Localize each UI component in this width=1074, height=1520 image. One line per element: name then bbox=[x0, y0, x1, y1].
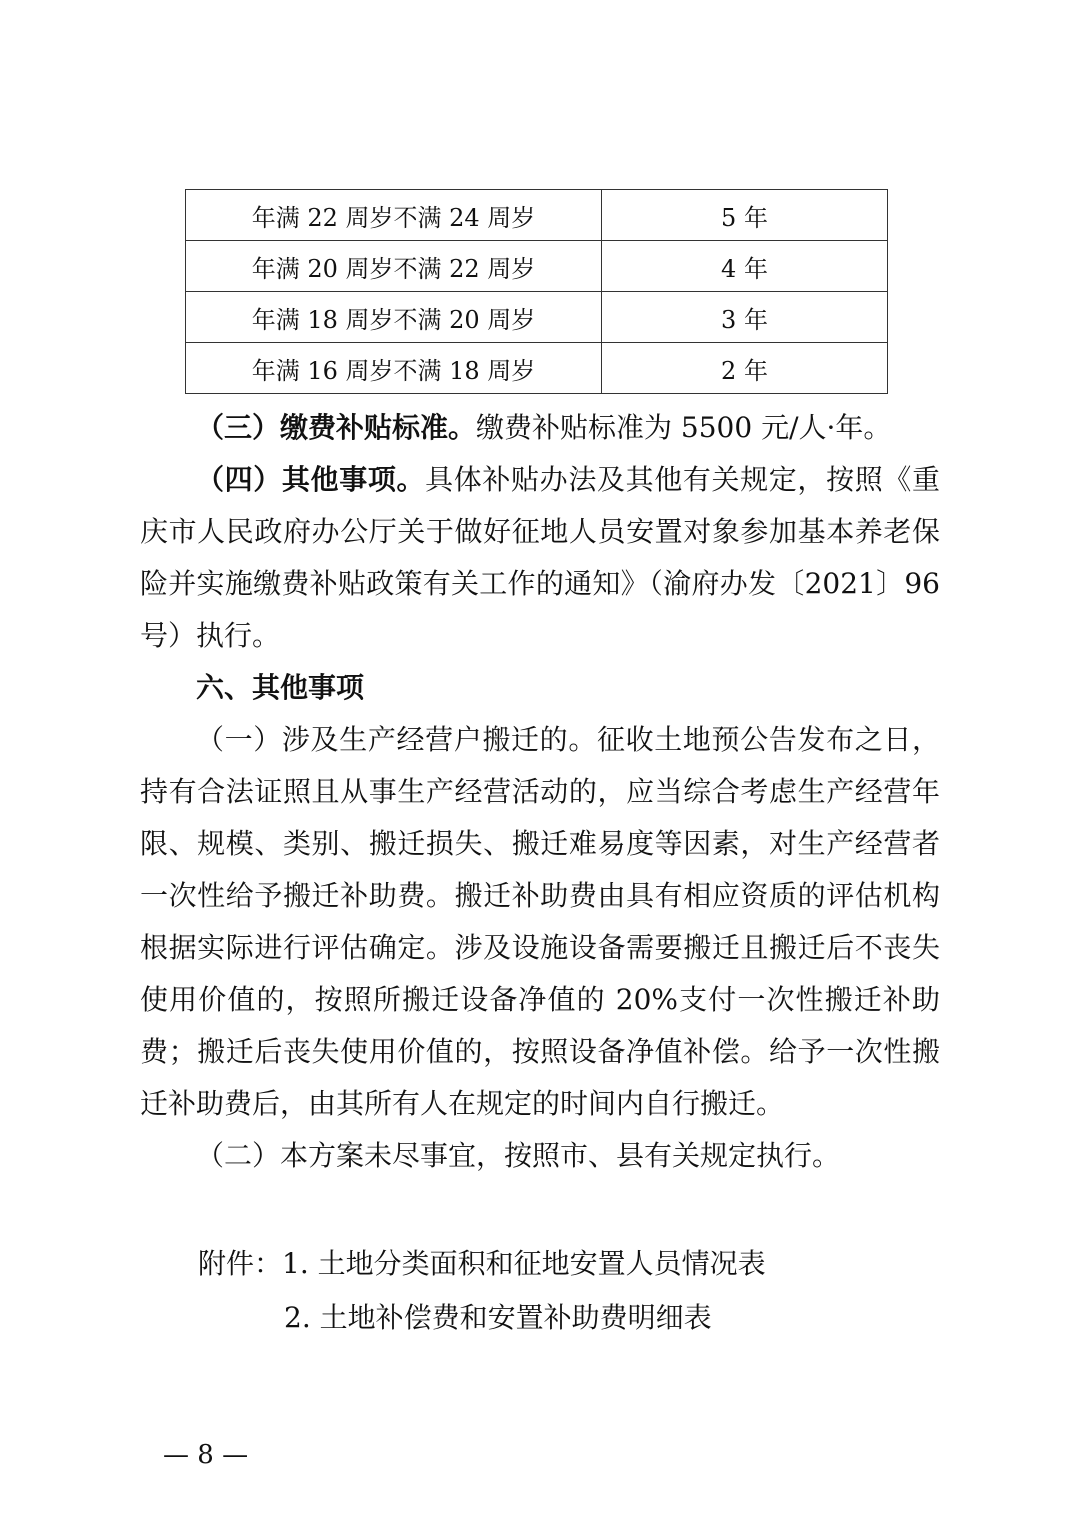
attachment-item: 2. 土地补偿费和安置补助费明细表 bbox=[284, 1301, 712, 1334]
attachment-label: 附件： bbox=[198, 1247, 283, 1280]
attachment-item: 1. 土地分类面积和征地安置人员情况表 bbox=[282, 1247, 766, 1280]
page-number: — 8 — bbox=[163, 1440, 249, 1470]
age-cell: 年满 16 周岁不满 18 周岁 bbox=[186, 343, 602, 394]
age-cell: 年满 20 周岁不满 22 周岁 bbox=[186, 241, 602, 292]
section-3-paragraph bbox=[140, 402, 940, 454]
section-4-paragraph bbox=[140, 454, 940, 662]
attachment-line-2 bbox=[284, 1296, 712, 1336]
section-3-text: 缴费补贴标准为 5500 元/人·年。 bbox=[476, 411, 892, 444]
table-row bbox=[186, 241, 888, 292]
age-cell: 年满 22 周岁不满 24 周岁 bbox=[186, 190, 602, 241]
attachment-line-1 bbox=[198, 1242, 766, 1282]
section-6-heading: 六、其他事项 bbox=[196, 671, 365, 704]
years-table bbox=[185, 189, 888, 394]
table-row bbox=[186, 190, 888, 241]
years-cell: 2 年 bbox=[602, 343, 888, 394]
years-cell: 3 年 bbox=[602, 292, 888, 343]
table-row bbox=[186, 343, 888, 394]
table-row bbox=[186, 292, 888, 343]
age-cell: 年满 18 周岁不满 20 周岁 bbox=[186, 292, 602, 343]
years-cell: 4 年 bbox=[602, 241, 888, 292]
section-3-label: （三）缴费补贴标准。 bbox=[196, 411, 477, 444]
item-1-paragraph: （一）涉及生产经营户搬迁的。征收土地预公告发布之日，持有合法证照且从事生产经营活动的，应当综合考虑生产经营年限、规模、类别、搬迁损失、搬迁难易度等因素，对生产经营者一次性给予搬迁补助费。搬迁补助费由具有相应资质的评估机构根据实际进行评估确定。涉及设施设备需要搬迁且搬迁后不丧失使用价值的，按照所搬迁设备净值的 20%支付一次性搬迁补助费；搬迁后丧失使用价值的，按照设备净值补偿。给予一次性搬迁补助费后，由其所有人在规定的时间内自行搬迁。 bbox=[140, 723, 940, 1120]
document-body bbox=[140, 402, 940, 1182]
years-cell: 5 年 bbox=[602, 190, 888, 241]
section-4-label: （四）其他事项。 bbox=[196, 463, 426, 496]
item-2-paragraph: （二）本方案未尽事宜，按照市、县有关规定执行。 bbox=[196, 1139, 841, 1172]
section-4-text: 具体补贴办法及其他有关规定，按照《重庆市人民政府办公厅关于做好征地人员安置对象参加基本养老保险并实施缴费补贴政策有关工作的通知》（渝府办发〔2021〕96 号）执行。 bbox=[140, 463, 940, 652]
